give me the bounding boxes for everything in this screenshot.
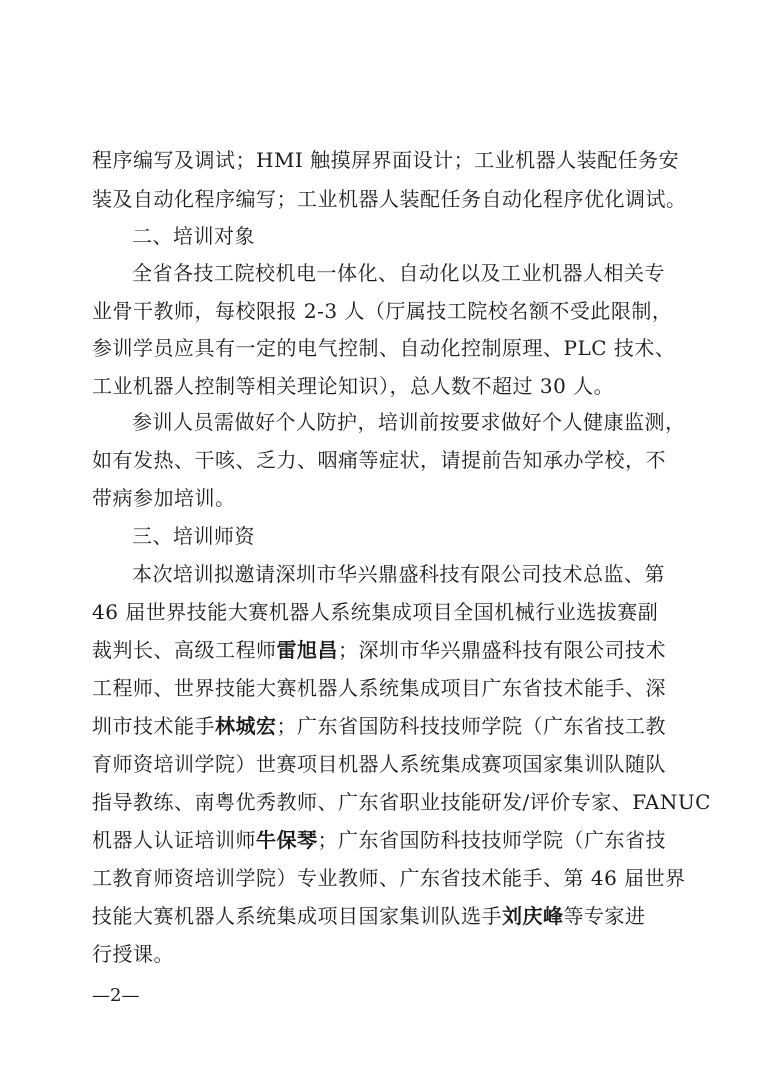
text-line (92, 709, 666, 743)
text-line (92, 823, 666, 857)
text-line: 本次培训拟邀请深圳市华兴鼎盛科技有限公司技术总监、第 (132, 562, 665, 586)
text-line: 参训学员应具有一定的电气控制、自动化控制原理、PLC 技术、 (92, 336, 676, 360)
text-line: 工业机器人控制等相关理论知识），总人数不超过 30 人。 (92, 374, 615, 398)
section-heading-3: 三、培训师资 (132, 524, 255, 548)
text-segment: 等专家进 (563, 904, 646, 928)
expert-name: 雷旭昌 (276, 638, 338, 662)
text-line: 参训人员需做好个人防护，培训前按要求做好个人健康监测， (132, 410, 686, 434)
text-line: 行授课。 (92, 942, 174, 966)
text-line: 育师资培训学院）世赛项目机器人系统集成赛项国家集训队随队 (92, 752, 666, 776)
text-segment: 技能大赛机器人系统集成项目国家集训队选手 (92, 904, 502, 928)
text-segment: ；深圳市华兴鼎盛科技有限公司技术 (338, 638, 666, 662)
text-line: 业骨干教师，每校限报 2-3 人（厅属技工院校名额不受此限制， (92, 299, 673, 323)
section-heading-2: 二、培训对象 (132, 224, 255, 248)
text-line: 46 届世界技能大赛机器人系统集成项目全国机械行业选拔赛副 (92, 600, 659, 624)
text-line (92, 899, 646, 933)
text-segment: ；广东省国防科技技师学院（广东省技 (317, 828, 666, 852)
text-line: 带病参加培训。 (92, 486, 236, 510)
text-line: 装及自动化程序编写；工业机器人装配任务自动化程序优化调试。 (92, 187, 687, 211)
text-segment: 圳市技术能手 (92, 714, 215, 738)
text-segment: ；广东省国防科技技师学院（广东省技工教 (276, 714, 666, 738)
text-line: 程序编写及调试；HMI 触摸屏界面设计；工业机器人装配任务安 (92, 148, 680, 172)
text-line: 如有发热、干咳、乏力、咽痛等症状，请提前告知承办学校，不 (92, 448, 666, 472)
text-line: 全省各技工院校机电一体化、自动化以及工业机器人相关专 (132, 261, 665, 285)
text-segment: 裁判长、高级工程师 (92, 638, 277, 662)
expert-name: 牛保琴 (256, 828, 318, 852)
text-segment: 机器人认证培训师 (92, 828, 256, 852)
expert-name: 刘庆峰 (502, 904, 564, 928)
text-line: 工程师、世界技能大赛机器人系统集成项目广东省技术能手、深 (92, 676, 666, 700)
text-line: 工教育师资培训学院）专业教师、广东省技术能手、第 46 届世界 (92, 866, 686, 890)
expert-name: 林城宏 (215, 714, 277, 738)
text-line (92, 633, 666, 667)
text-line: 指导教练、南粤优秀教师、广东省职业技能研发/评价专家、FANUC (92, 790, 711, 814)
page-number: —2— (92, 985, 140, 1006)
